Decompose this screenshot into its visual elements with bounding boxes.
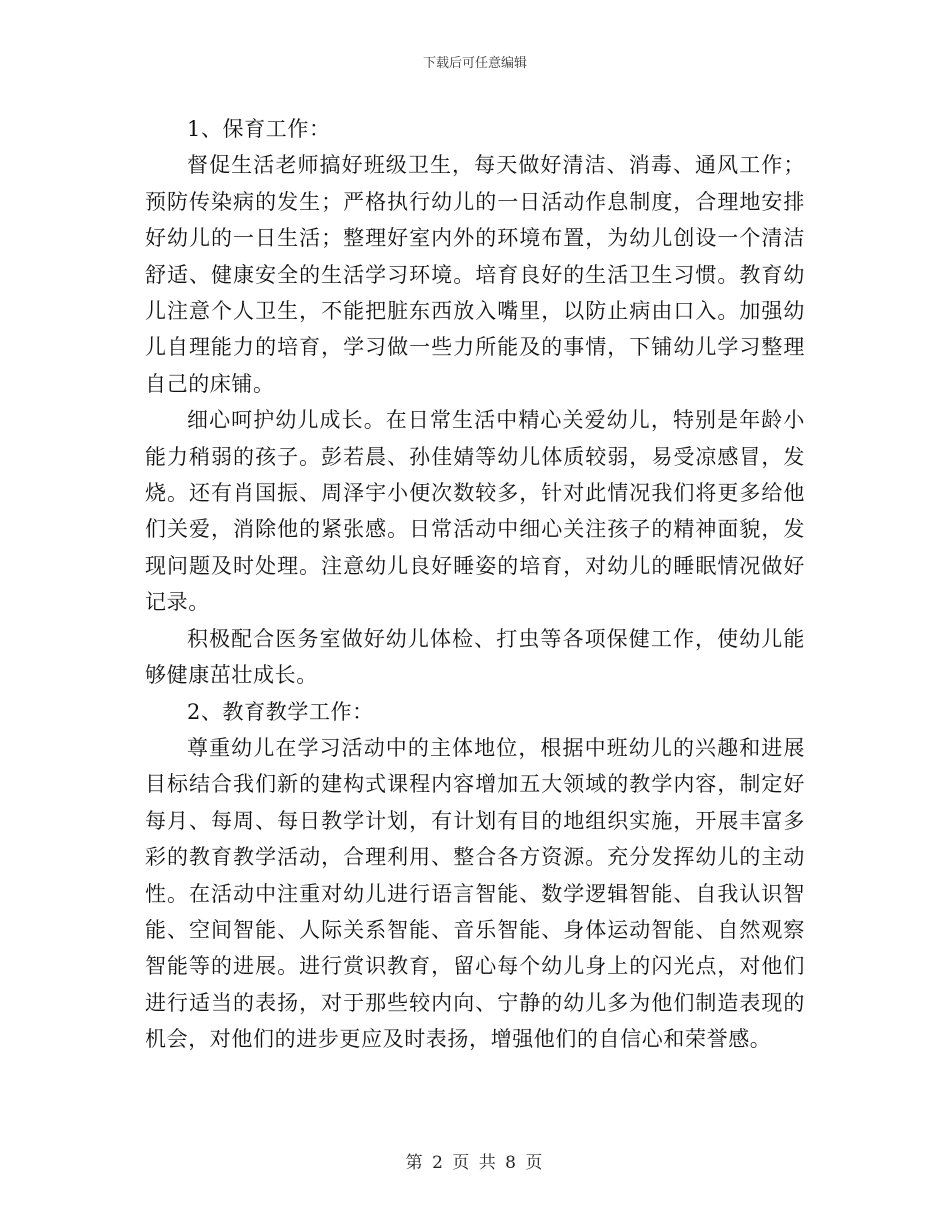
body-paragraph: 督促生活老师搞好班级卫生，每天做好清洁、消毒、通风工作；预防传染病的发生；严格执行幼儿的一日活动作息制度，合理地安排好幼儿的一日生活；整理好室内外的环境布置，为幼儿创设一个清洁舒适、健康安全的生活学习环境。培育良好的生活卫生习惯。教育幼儿注意个人卫生，不能把脏东西放入嘴里，以防止病由口入。加强幼儿自理能力的培育，学习做一些力所能及的事情，下铺幼儿学习整理自己的床铺。 — [145, 153, 805, 396]
section-heading-childcare: 1、保育工作： — [187, 117, 331, 141]
section-heading-teaching: 2、教育教学工作： — [187, 699, 374, 724]
page-number: 第 2 页 共 8 页 — [405, 1153, 545, 1173]
body-paragraph: 细心呵护幼儿成长。在日常生活中精心关爱幼儿，特别是年龄小能力稍弱的孩子。彭若晨、孙佳婧等幼儿体质较弱，易受凉感冒，发烧。还有肖国振、周泽宇小便次数较多，针对此情况我们将更多给他们关爱，消除他的紧张感。日常活动中细心关注孩子的精神面貌，发现问题及时处理。注意幼儿良好睡姿的培育，对幼儿的睡眠情况做好记录。 — [145, 408, 805, 615]
body-paragraph: 积极配合医务室做好幼儿体检、打虫等各项保健工作，使幼儿能够健康茁壮成长。 — [145, 626, 805, 688]
body-paragraph: 尊重幼儿在学习活动中的主体地位，根据中班幼儿的兴趣和进展目标结合我们新的建构式课程内容增加五大领域的教学内容，制定好每月、每周、每日教学计划，有计划有目的地组织实施，开展丰富多彩的教育教学活动，合理利用、整合各方资源。充分发挥幼儿的主动性。在活动中注重对幼儿进行语言智能、数学逻辑智能、自我认识智能、空间智能、人际关系智能、音乐智能、身体运动智能、自然观察智能等的进展。进行赏识教育，留心每个幼儿身上的闪光点，对他们进行适当的表扬，对于那些较内向、宁静的幼儿多为他们制造表现的机会，对他们的进步更应及时表扬，增强他们的自信心和荣誉感。 — [145, 735, 805, 1052]
header-note: 下载后可任意编辑 — [422, 56, 527, 71]
document-body — [145, 111, 805, 1058]
